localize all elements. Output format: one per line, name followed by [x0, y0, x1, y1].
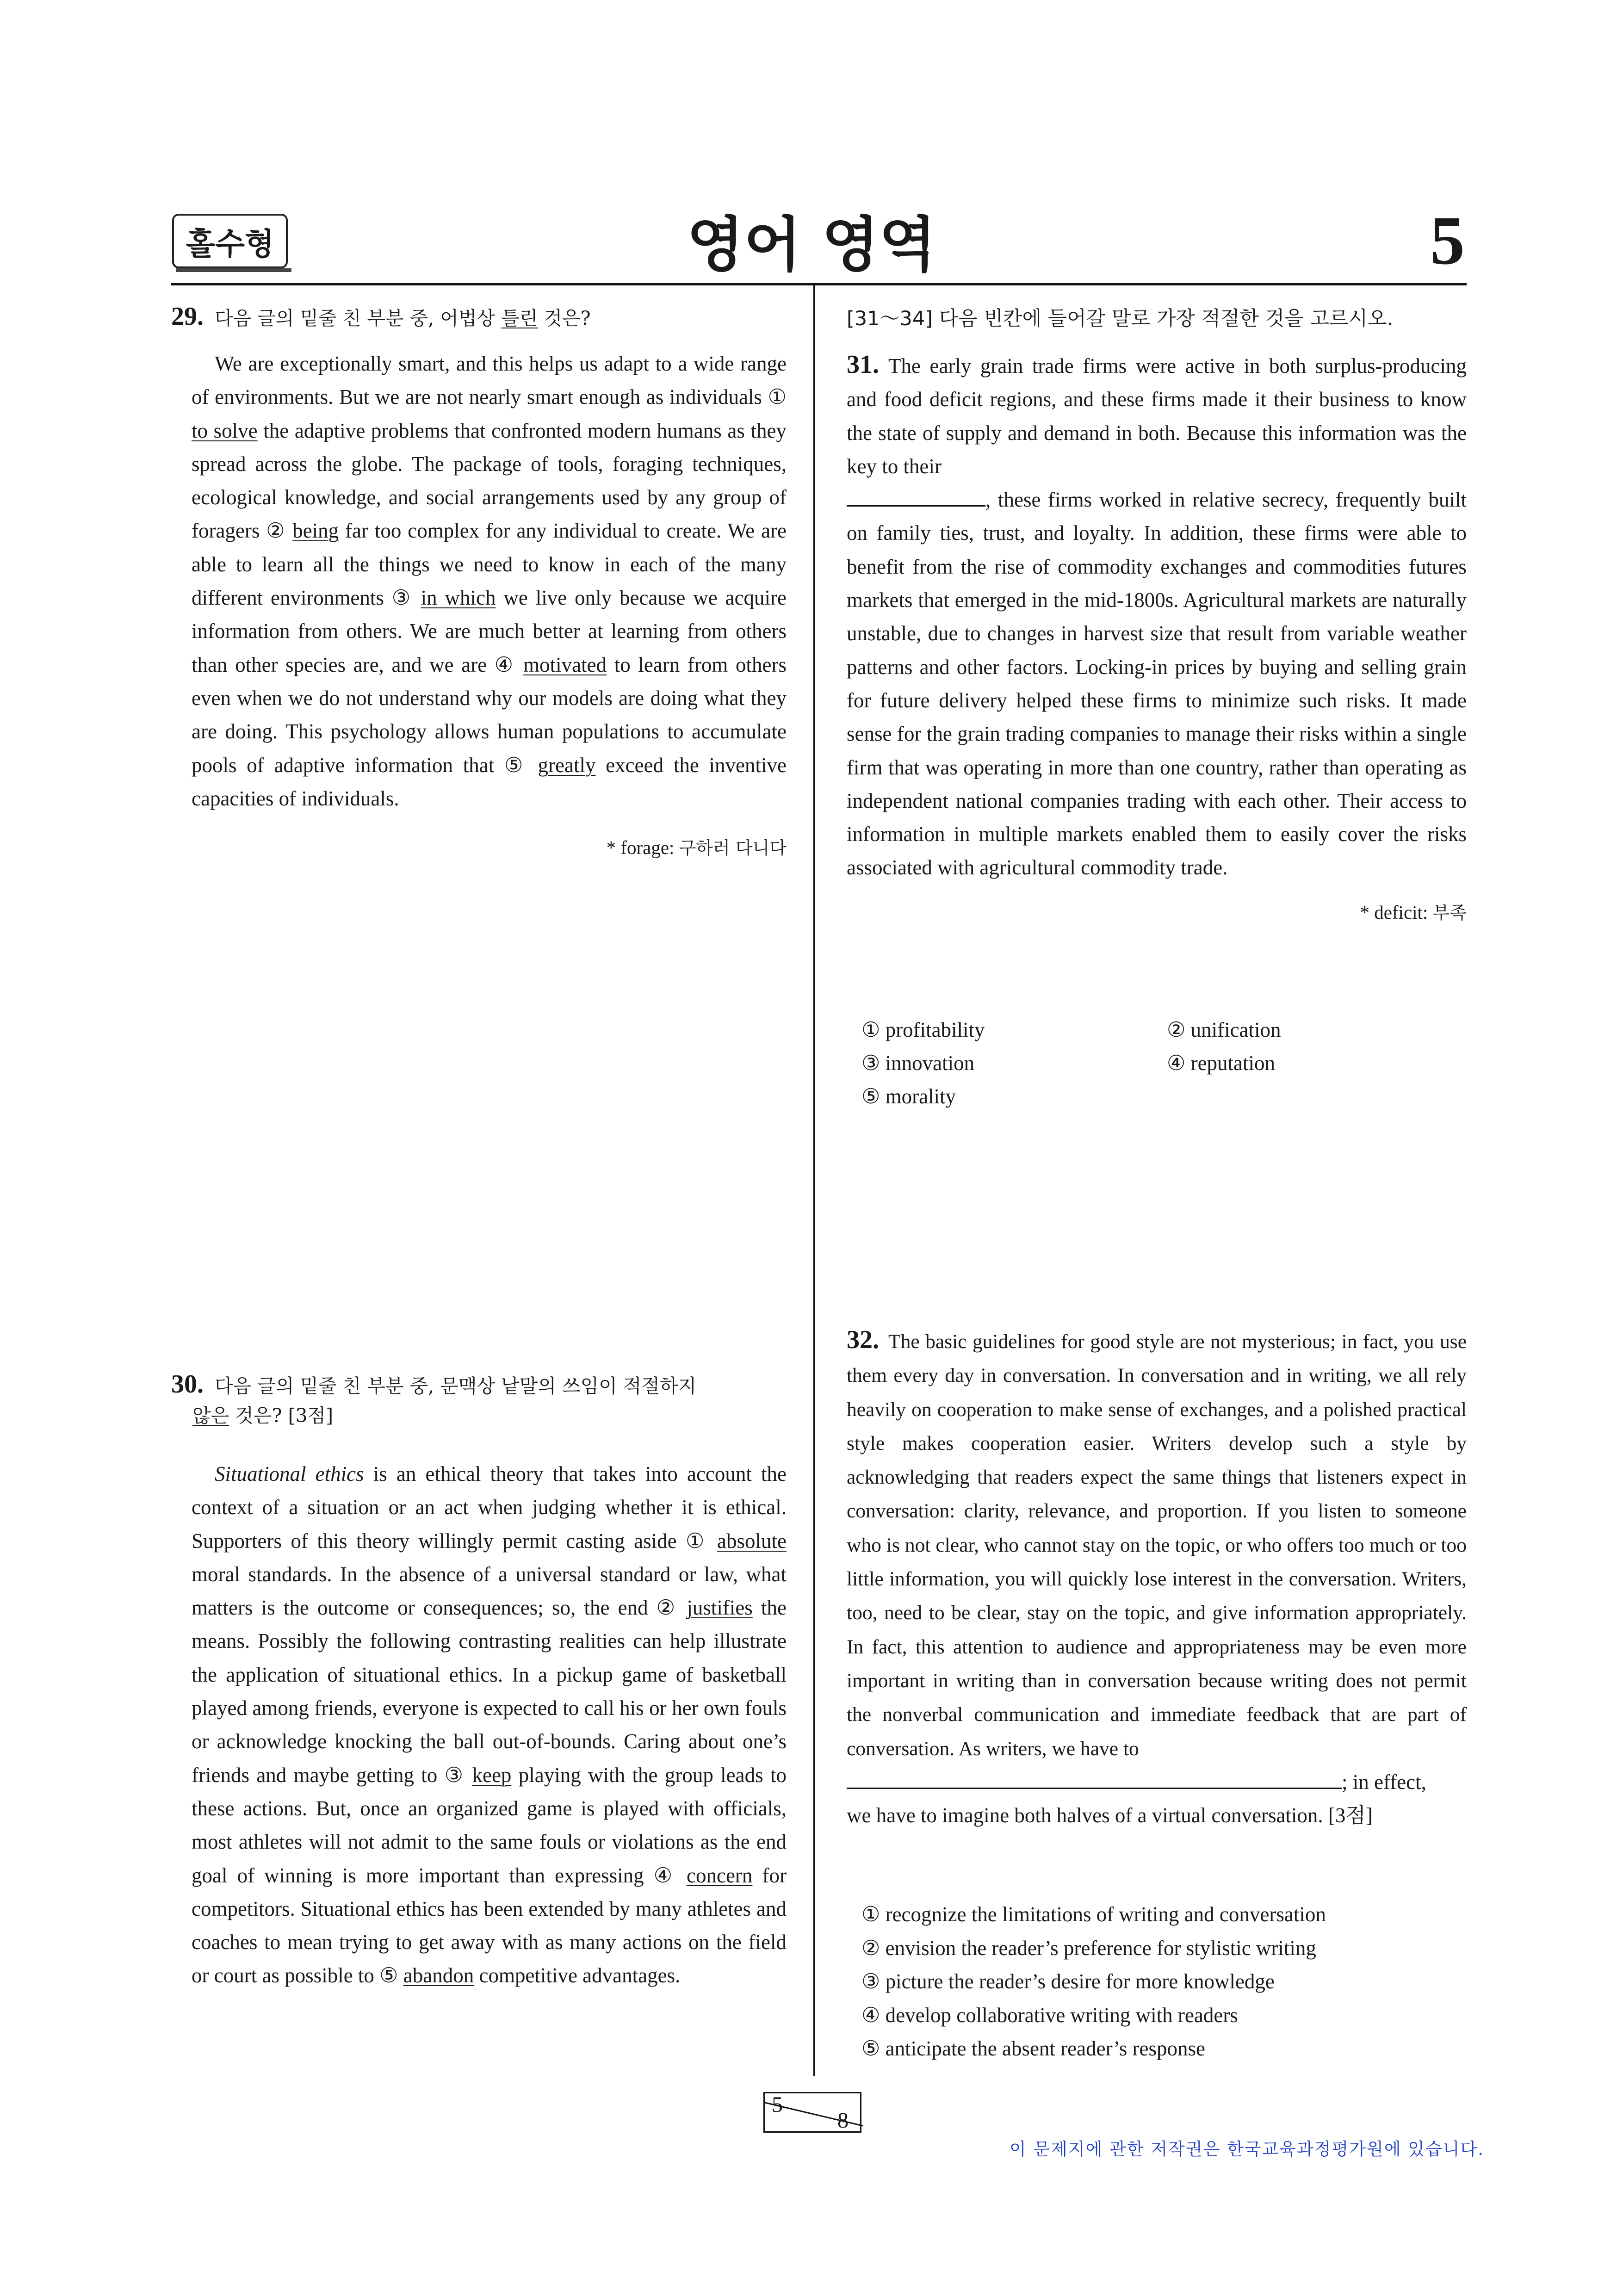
exam-type-badge — [172, 214, 288, 268]
question-29-passage: We are exceptionally smart, and this helps us adapt to a wide range of environments. But we are not nearly smart enough as individuals ① to solve the adaptive problems that confronted modern humans as they spread across the globe. The package of tools, foraging techniques, ecological knowledge, and social arrangements used by any group of foragers ② being far too complex for any individual to create. We are able to learn all the things we need to know in each of the many different environments ③ in which we live only because we acquire information from others. We are much better at learning from others than other species are, and we are ④ motivated to learn from others even when we do not understand why our models are doing what they are doing. This psychology allows human populations to accumulate pools of adaptive information that ⑤ greatly exceed the inventive capacities of individuals. — [192, 352, 787, 810]
question-32-options — [861, 1898, 1472, 2066]
page-indicator-total: 8 — [837, 2108, 849, 2133]
question-31-number: 31. — [847, 350, 879, 379]
question-31-option-3[interactable]: ③ innovation — [861, 1052, 975, 1075]
page-title: 영어 영역 — [687, 210, 936, 279]
question-31-footnote: * deficit: 부족 — [1360, 901, 1467, 923]
question-31 — [847, 348, 1467, 924]
question-31-blank — [847, 489, 985, 507]
question-32-option-5[interactable]: ⑤ anticipate the absent reader’s response — [861, 2037, 1205, 2060]
header-rule — [171, 283, 1467, 285]
question-31-passage: 31. The early grain trade firms were active in both surplus-producing and food deficit regions, and these firms made it their business to know the state of supply and demand in both. Because this information was the key to their , these firms worked in relative secrecy, frequently built on family ties, trust, and loyalty. In addition, these firms were able to benefit from the rise of commodity exchanges and commodities futures markets that emerged in the mid-1800s. Agricultural markets are naturally unstable, due to changes in harvest size that result from variable weather patterns and other factors. Locking-in prices by buying and selling grain for future delivery helped these firms to minimize such risks. It made sense for the grain trading companies to manage their risks within a single firm that was operating in more than one country, rather than operating as independent national companies trading with each other. Their access to information in multiple markets enabled them to easily cover the risks associated with agricultural commodity trade. — [847, 350, 1467, 879]
section-instruction: [31～34] 다음 빈칸에 들어갈 말로 가장 적절한 것을 고르시오. — [847, 307, 1394, 330]
column-divider — [813, 285, 815, 2076]
question-32-blank — [847, 1771, 1342, 1789]
question-32 — [847, 1323, 1467, 1832]
question-31-option-5[interactable]: ⑤ morality — [861, 1085, 956, 1108]
question-30-passage: Situational ethics is an ethical theory that takes into account the context of a situation or an act when judging whether it is ethical. Supporters of this theory willingly permit casting aside ① absolute moral standards. In the absence of a universal standard or law, what matters is the outcome or consequences; so, the end ② justifies the means. Possibly the following contrasting realities can help illustrate the application of situational ethics. In a pickup game of basketball played among friends, everyone is expected to call his or her own fouls or acknowledge knocking the ball out-of-bounds. Caring about one’s friends and maybe getting to ③ keep playing with the group leads to these actions. But, once an organized game is played with officials, most athletes will not admit to the same fouls or violations as the end goal of winning is more important than expressing ④ concern for competitors. Situational ethics has been extended by many athletes and coaches to mean trying to get away with as many actions on the field or court as possible to ⑤ abandon competitive advantages. — [192, 1462, 787, 1987]
question-31-option-2[interactable]: ② unification — [1167, 1018, 1281, 1041]
question-32-option-1[interactable]: ① recognize the limitations of writing and conversation — [861, 1903, 1326, 1926]
exam-type-label: 홀수형 — [186, 226, 274, 262]
question-31-option-1[interactable]: ① profitability — [861, 1018, 985, 1041]
question-32-option-4[interactable]: ④ develop collaborative writing with readers — [861, 2003, 1238, 2027]
question-30-number: 30. — [171, 1370, 204, 1399]
page-indicator-current: 5 — [772, 2092, 783, 2117]
question-30-passage-box — [192, 1457, 787, 1993]
question-29-number: 29. — [171, 302, 204, 331]
page-number: 5 — [1430, 202, 1465, 279]
question-32-option-2[interactable]: ② envision the reader’s preference for stylistic writing — [861, 1936, 1316, 1960]
question-30 — [171, 1369, 787, 1430]
question-32-passage: 32. The basic guidelines for good style are not mysterious; in fact, you use them every day in conversation. In conversation and in writing, we all rely heavily on cooperation to make sense of exchanges, and a polished practical style makes cooperation easier. Writers develop such a style by acknowledging that readers expect the same things that listeners expect in conversation: clarity, relevance, and proportion. If you listen to someone who is not clear, who cannot stay on the topic, or who offers too much or too little information, you will quickly lose interest in the conversation. Writers, too, need to be clear, stay on the topic, and give information appropriately. In fact, this attention to audience and appropriateness may be even more important in writing than in conversation because writing does not permit the nonverbal communication and immediate feedback that are part of conversation. As writers, we have to ; in effect, we have to imagine both halves of a virtual conversation. [3점] — [847, 1325, 1467, 1827]
question-31-option-4[interactable]: ④ reputation — [1167, 1052, 1276, 1075]
copyright-notice: 이 문제지에 관한 저작권은 한국교육과정평가원에 있습니다. — [1009, 2139, 1484, 2159]
question-32-option-3[interactable]: ③ picture the reader’s desire for more knowledge — [861, 1970, 1275, 1993]
question-29-footnote: * forage: 구하러 다니다 — [606, 837, 787, 859]
question-29 — [171, 302, 787, 333]
question-31-options — [861, 1013, 1472, 1113]
question-32-number: 32. — [847, 1325, 879, 1354]
question-29-header: 29. 다음 글의 밑줄 친 부분 중, 어법상 틀린 것은? — [171, 302, 591, 331]
question-30-header: 30. 다음 글의 밑줄 친 부분 중, 문맥상 낱말의 쓰임이 적절하지 않은 것은? [3점] — [171, 1370, 697, 1427]
question-29-passage-box — [192, 347, 787, 859]
